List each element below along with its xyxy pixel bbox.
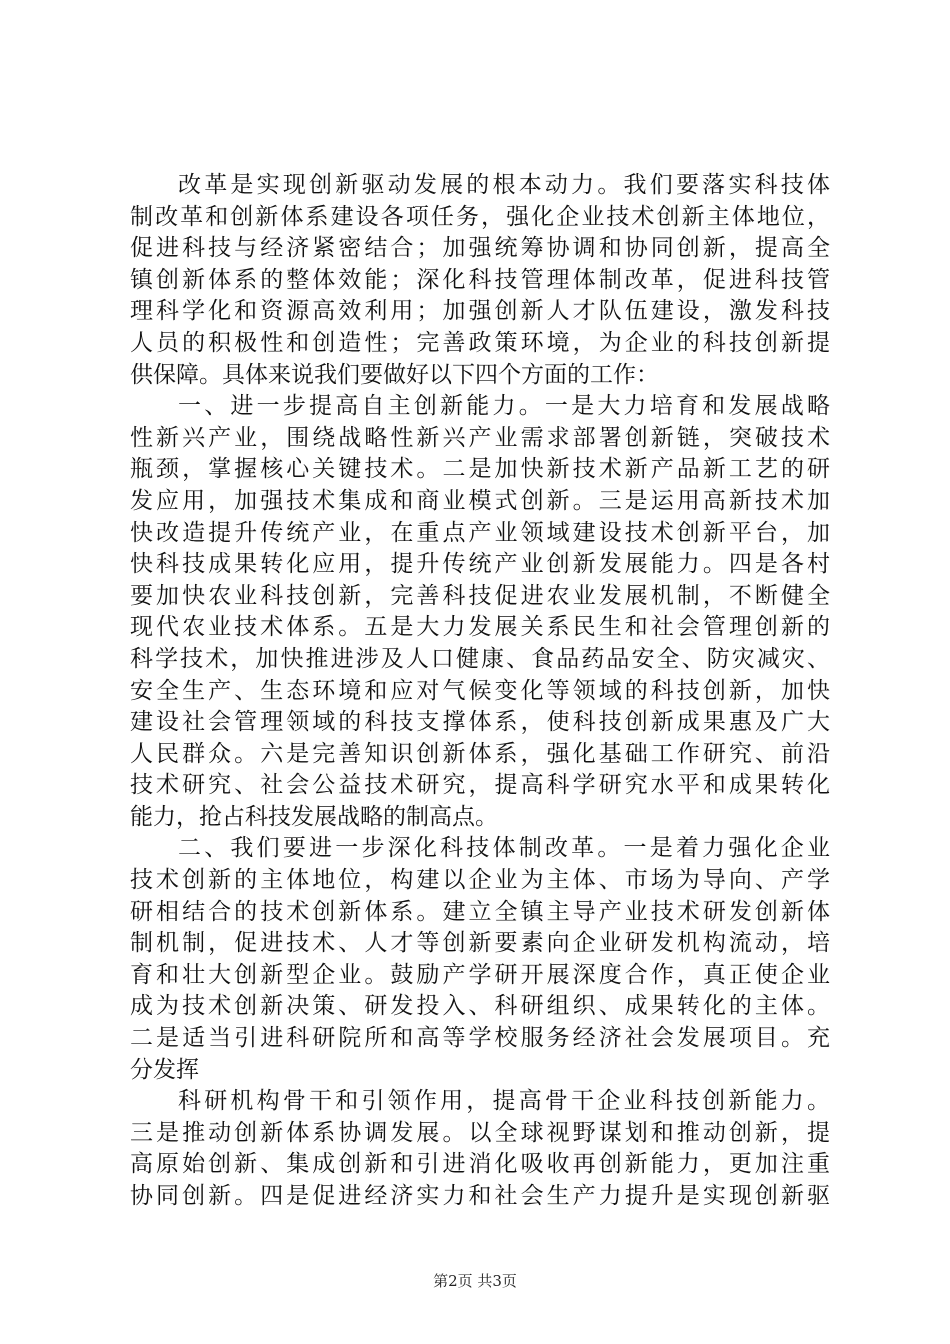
text-line: 理科学化和资源高效利用；加强创新人才队伍建设，激发科技 [130, 298, 830, 325]
text-line: 科学技术，加快推进涉及人口健康、食品药品安全、防灾减灾、 [130, 645, 830, 672]
text-line: 现代农业技术体系。五是大力发展关系民生和社会管理创新的 [130, 614, 830, 641]
text-line: 三是推动创新体系协调发展。以全球视野谋划和推动创新，提 [130, 1119, 830, 1146]
text-line: 技术研究、社会公益技术研究，提高科学研究水平和成果转化 [130, 772, 830, 799]
text-line: 制机制，促进技术、人才等创新要素向企业研发机构流动，培 [130, 930, 830, 957]
text-line: 能力，抢占科技发展战略的制高点。 [130, 803, 498, 830]
text-line: 建设社会管理领域的科技支撑体系，使科技创新成果惠及广大 [130, 709, 830, 736]
text-line: 改革是实现创新驱动发展的根本动力。我们要落实科技体 [178, 172, 830, 198]
text-line: 二是适当引进科研院所和高等学校服务经济社会发展项目。充 [130, 1025, 830, 1052]
text-line: 快科技成果转化应用，提升传统产业创新发展能力。四是各村 [130, 551, 830, 578]
document-body [130, 170, 830, 1213]
text-line: 促进科技与经济紧密结合；加强统筹协调和协同创新，提高全 [130, 235, 830, 262]
text-line: 瓶颈，掌握核心关键技术。二是加快新技术新产品新工艺的研 [130, 456, 830, 483]
paragraph [130, 170, 830, 391]
paragraph [130, 1086, 830, 1212]
paragraph [130, 391, 830, 833]
text-line: 供保障。具体来说我们要做好以下四个方面的工作： [130, 361, 659, 388]
paragraph [130, 833, 830, 1086]
text-line: 高原始创新、集成创新和引进消化吸收再创新能力，更加注重 [130, 1151, 830, 1178]
text-line: 快改造提升传统产业，在重点产业领域建设技术创新平台，加 [130, 519, 830, 546]
text-line: 育和壮大创新型企业。鼓励产学研开展深度合作，真正使企业 [130, 961, 830, 988]
text-line: 协同创新。四是促进经济实力和社会生产力提升是实现创新驱 [130, 1183, 830, 1209]
text-line: 要加快农业科技创新，完善科技促进农业发展机制，不断健全 [130, 582, 830, 609]
text-line: 镇创新体系的整体效能；深化科技管理体制改革，促进科技管 [130, 266, 830, 293]
text-line: 分发挥 [130, 1056, 199, 1083]
text-line: 发应用，加强技术集成和商业模式创新。三是运用高新技术加 [130, 487, 830, 514]
text-line: 一、进一步提高自主创新能力。一是大力培育和发展战略 [178, 393, 830, 420]
page-footer [0, 1270, 950, 1291]
text-line: 研相结合的技术创新体系。建立全镇主导产业技术研发创新体 [130, 898, 830, 925]
text-line: 二、我们要进一步深化科技体制改革。一是着力强化企业 [178, 835, 830, 862]
text-line: 性新兴产业，围绕战略性新兴产业需求部署创新链，突破技术 [130, 424, 830, 451]
text-line: 人员的积极性和创造性；完善政策环境，为企业的科技创新提 [130, 329, 830, 356]
text-line: 成为技术创新决策、研发投入、科研组织、成果转化的主体。 [130, 993, 830, 1020]
page-number: 第2页 共3页 [433, 1272, 517, 1290]
text-line: 人民群众。六是完善知识创新体系，强化基础工作研究、前沿 [130, 740, 830, 767]
text-line: 安全生产、生态环境和应对气候变化等领域的科技创新，加快 [130, 677, 830, 704]
text-line: 技术创新的主体地位，构建以企业为主体、市场为导向、产学 [130, 867, 830, 894]
text-line: 科研机构骨干和引领作用，提高骨干企业科技创新能力。 [178, 1088, 830, 1115]
text-line: 制改革和创新体系建设各项任务，强化企业技术创新主体地位， [130, 203, 830, 230]
